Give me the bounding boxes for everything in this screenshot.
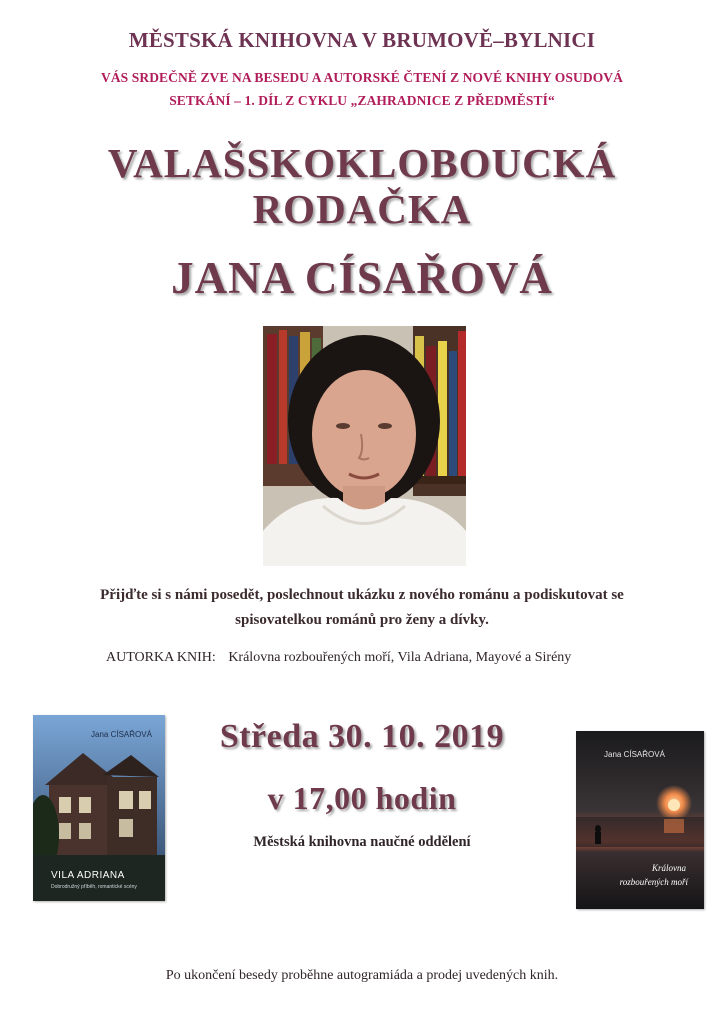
headline-line-2: RODAČKA — [252, 186, 472, 232]
footer-note: Po ukončení besedy proběhne autogramiáda a prodej uvedených knih. — [165, 968, 559, 983]
event-venue: Městská knihovna naučné oddělení — [253, 834, 471, 850]
event-date: Středa 30. 10. 2019 — [219, 718, 505, 755]
invitation-line-1: VÁS SRDEČNĚ ZVE NA BESEDU A AUTORSKÉ ČTENÍ Z NOVÉ KNIHY OSUDOVÁ — [100, 70, 624, 85]
book-titles: Královna rozbouřených moří, Vila Adriana, Mayové a Sirény — [228, 650, 572, 665]
cover-author: Jana CÍSAŘOVÁ — [604, 750, 665, 759]
author-name: JANA CÍSAŘOVÁ — [171, 253, 553, 303]
books-list — [106, 650, 571, 666]
books-label: AUTORKA KNIH: — [106, 650, 216, 665]
headline-line-1: VALAŠSKOKLOBOUCKÁ — [107, 140, 617, 186]
author-portrait-photo — [263, 326, 466, 566]
cover-title-line-2: rozbouřených moří — [619, 877, 688, 887]
book-cover-vila-adriana — [33, 715, 165, 901]
invitation-line-2: SETKÁNÍ – 1. DÍL Z CYKLU „ZAHRADNICE Z PŘEDMĚSTÍ“ — [169, 93, 555, 108]
intro-line-2: spisovatelkou románů pro ženy a dívky. — [235, 612, 489, 628]
book-cover-kralovna — [576, 731, 704, 909]
library-name: MĚSTSKÁ KNIHOVNA V BRUMOVĚ–BYLNICI — [128, 28, 596, 52]
event-time: v 17,00 hodin — [267, 780, 457, 816]
cover-title: VILA ADRIANA — [51, 870, 125, 881]
intro-line-1: Přijďte si s námi posedět, poslechnout ukázku z nového románu a podiskutovat se — [100, 587, 624, 603]
cover-subtitle: Dobrodružný příběh, romantické scény — [51, 884, 137, 890]
cover-author: Jana CÍSAŘOVÁ — [91, 730, 152, 739]
cover-title-line-1: Královna — [651, 863, 686, 873]
